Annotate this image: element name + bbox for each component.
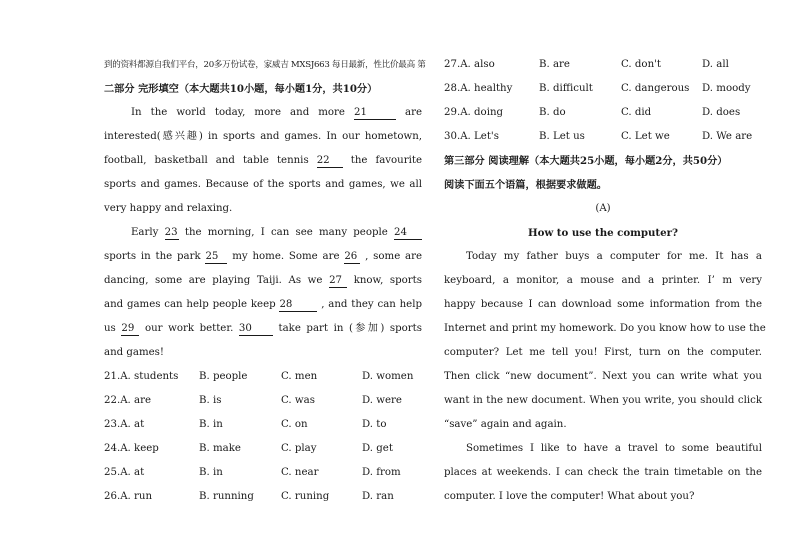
blank-25: 25 <box>205 251 227 264</box>
option-c: C. near <box>281 467 319 478</box>
option-d: D. moody <box>702 83 751 94</box>
passage-line-4: Internet and print my homework. Do you know how to use the <box>444 323 766 334</box>
section2-title: 二部分 完形填空（本大题共10小题，每小题1分，共10分） <box>104 83 378 95</box>
text-span: , and they can help <box>321 299 422 310</box>
option-d: D. get <box>362 443 393 454</box>
section3-instruction: 阅读下面五个语篇，根据要求做题。 <box>444 179 607 191</box>
option-c: C. dangerous <box>621 83 690 94</box>
text-span: the morning, I can see many people <box>184 227 388 238</box>
text-span: Early <box>131 227 159 238</box>
cloze-p1-line3 <box>104 151 422 171</box>
blank-30: 30 <box>239 323 273 336</box>
text-span: and games can help people keep <box>104 299 276 310</box>
option-d: D. all <box>702 59 729 70</box>
option-b: B. running <box>199 491 254 502</box>
blank-24: 24 <box>394 227 422 240</box>
text-span: In the world today, more and more <box>131 107 345 118</box>
passage-line-11: computer. I love the computer! What about you? <box>444 491 695 502</box>
blank-23: 23 <box>164 227 178 238</box>
option-row-26 <box>104 487 422 507</box>
passage-line-10: places at weekends. I can check the train timetable on the <box>444 467 762 478</box>
blank-29: 29 <box>121 323 139 336</box>
cloze-p1-line5: very happy and relaxing. <box>104 203 233 214</box>
option-row-29 <box>444 103 762 123</box>
passage-line-7: want in the new document. When you write, you should click <box>444 395 762 406</box>
promo-header-line: 到的资料都源自我们平台，20多万份试卷，家威吉 MXSJ663 每日最新，性比价最高 第 <box>104 60 426 70</box>
text-span: dancing, some are playing Taiji. As we <box>104 275 323 286</box>
cloze-p1-line1 <box>104 103 422 123</box>
blank-28: 28 <box>279 299 317 312</box>
option-d: D. ran <box>362 491 394 502</box>
option-b: B. do <box>539 107 566 118</box>
text-span: are <box>405 107 422 118</box>
passage-line-5: computer? Let me tell you! First, turn on the computer. <box>444 347 762 358</box>
option-c: C. on <box>281 419 308 430</box>
option-row-25 <box>104 463 422 483</box>
option-c: C. men <box>281 371 318 382</box>
text-span: sports in the park <box>104 251 201 262</box>
option-c: C. was <box>281 395 315 406</box>
option-b: B. in <box>199 467 223 478</box>
option-a: 26.A. run <box>104 491 153 502</box>
option-d: D. We are <box>702 131 753 142</box>
option-c: C. Let we <box>621 131 670 142</box>
blank-26: 26 <box>344 251 360 264</box>
option-a: 23.A. at <box>104 419 145 430</box>
option-b: B. Let us <box>539 131 585 142</box>
option-row-28 <box>444 79 762 99</box>
cloze-p2-line2 <box>104 247 422 267</box>
passage-line-3: happy because I can download some information from the <box>444 299 762 310</box>
cloze-p1-line4: sports and games. Because of the sports and games, we all <box>104 179 422 190</box>
passage-label: (A) <box>595 203 611 214</box>
cloze-p2-line6: and games! <box>104 347 165 358</box>
option-c: C. did <box>621 107 652 118</box>
option-a: 22.A. are <box>104 395 152 406</box>
option-row-30 <box>444 127 762 147</box>
section3-title: 第三部分 阅读理解（本大题共25小题，每小题2分，共50分） <box>444 155 728 167</box>
cloze-p1-line2: interested(感兴趣) in sports and games. In our hometown, <box>104 131 422 142</box>
text-span: our work better. <box>144 323 234 334</box>
option-b: B. are <box>539 59 570 70</box>
option-b: B. in <box>199 419 223 430</box>
passage-line-9: Sometimes I like to have a travel to some beautiful <box>466 443 762 454</box>
text-span: know, sports <box>353 275 422 286</box>
passage-line-8: “save” again and again. <box>444 419 567 430</box>
option-d: D. women <box>362 371 414 382</box>
option-a: 29.A. doing <box>444 107 504 118</box>
option-row-21 <box>104 367 422 387</box>
text-span: take part in (参加) sports <box>278 323 422 334</box>
passage-title: How to use the computer? <box>528 227 678 239</box>
text-span: my home. Some are <box>232 251 340 262</box>
blank-21: 21 <box>354 107 396 120</box>
text-span: football, basketball and table tennis <box>104 155 309 166</box>
option-a: 28.A. healthy <box>444 83 513 94</box>
text-span: the favourite <box>350 155 422 166</box>
option-b: B. make <box>199 443 241 454</box>
option-c: C. runing <box>281 491 330 502</box>
option-a: 30.A. Let's <box>444 131 499 142</box>
option-row-27 <box>444 55 762 75</box>
option-row-23 <box>104 415 422 435</box>
option-b: B. people <box>199 371 248 382</box>
option-b: B. is <box>199 395 222 406</box>
option-c: C. don't <box>621 59 662 70</box>
text-span: us <box>104 323 116 334</box>
option-a: 24.A. keep <box>104 443 159 454</box>
option-c: C. play <box>281 443 317 454</box>
option-a: 25.A. at <box>104 467 145 478</box>
option-row-24 <box>104 439 422 459</box>
option-d: D. were <box>362 395 402 406</box>
passage-line-2: keyboard, a monitor, a mouse and a printer. I’ m very <box>444 275 762 286</box>
option-a: 21.A. students <box>104 371 179 382</box>
cloze-p2-line1 <box>104 223 422 243</box>
passage-line-1: Today my father buys a computer for me. It has a <box>466 251 762 262</box>
option-d: D. to <box>362 419 387 430</box>
option-a: 27.A. also <box>444 59 495 70</box>
option-d: D. from <box>362 467 401 478</box>
cloze-p2-line5 <box>104 319 422 339</box>
blank-22: 22 <box>317 155 343 168</box>
blank-27: 27 <box>329 275 347 288</box>
option-d: D. does <box>702 107 741 118</box>
passage-line-6: Then click “new document”. Next you can write what you <box>444 371 762 382</box>
cloze-p2-line3 <box>104 271 422 291</box>
text-span: , some are <box>365 251 422 262</box>
option-row-22 <box>104 391 422 411</box>
option-b: B. difficult <box>539 83 593 94</box>
cloze-p2-line4 <box>104 295 422 315</box>
